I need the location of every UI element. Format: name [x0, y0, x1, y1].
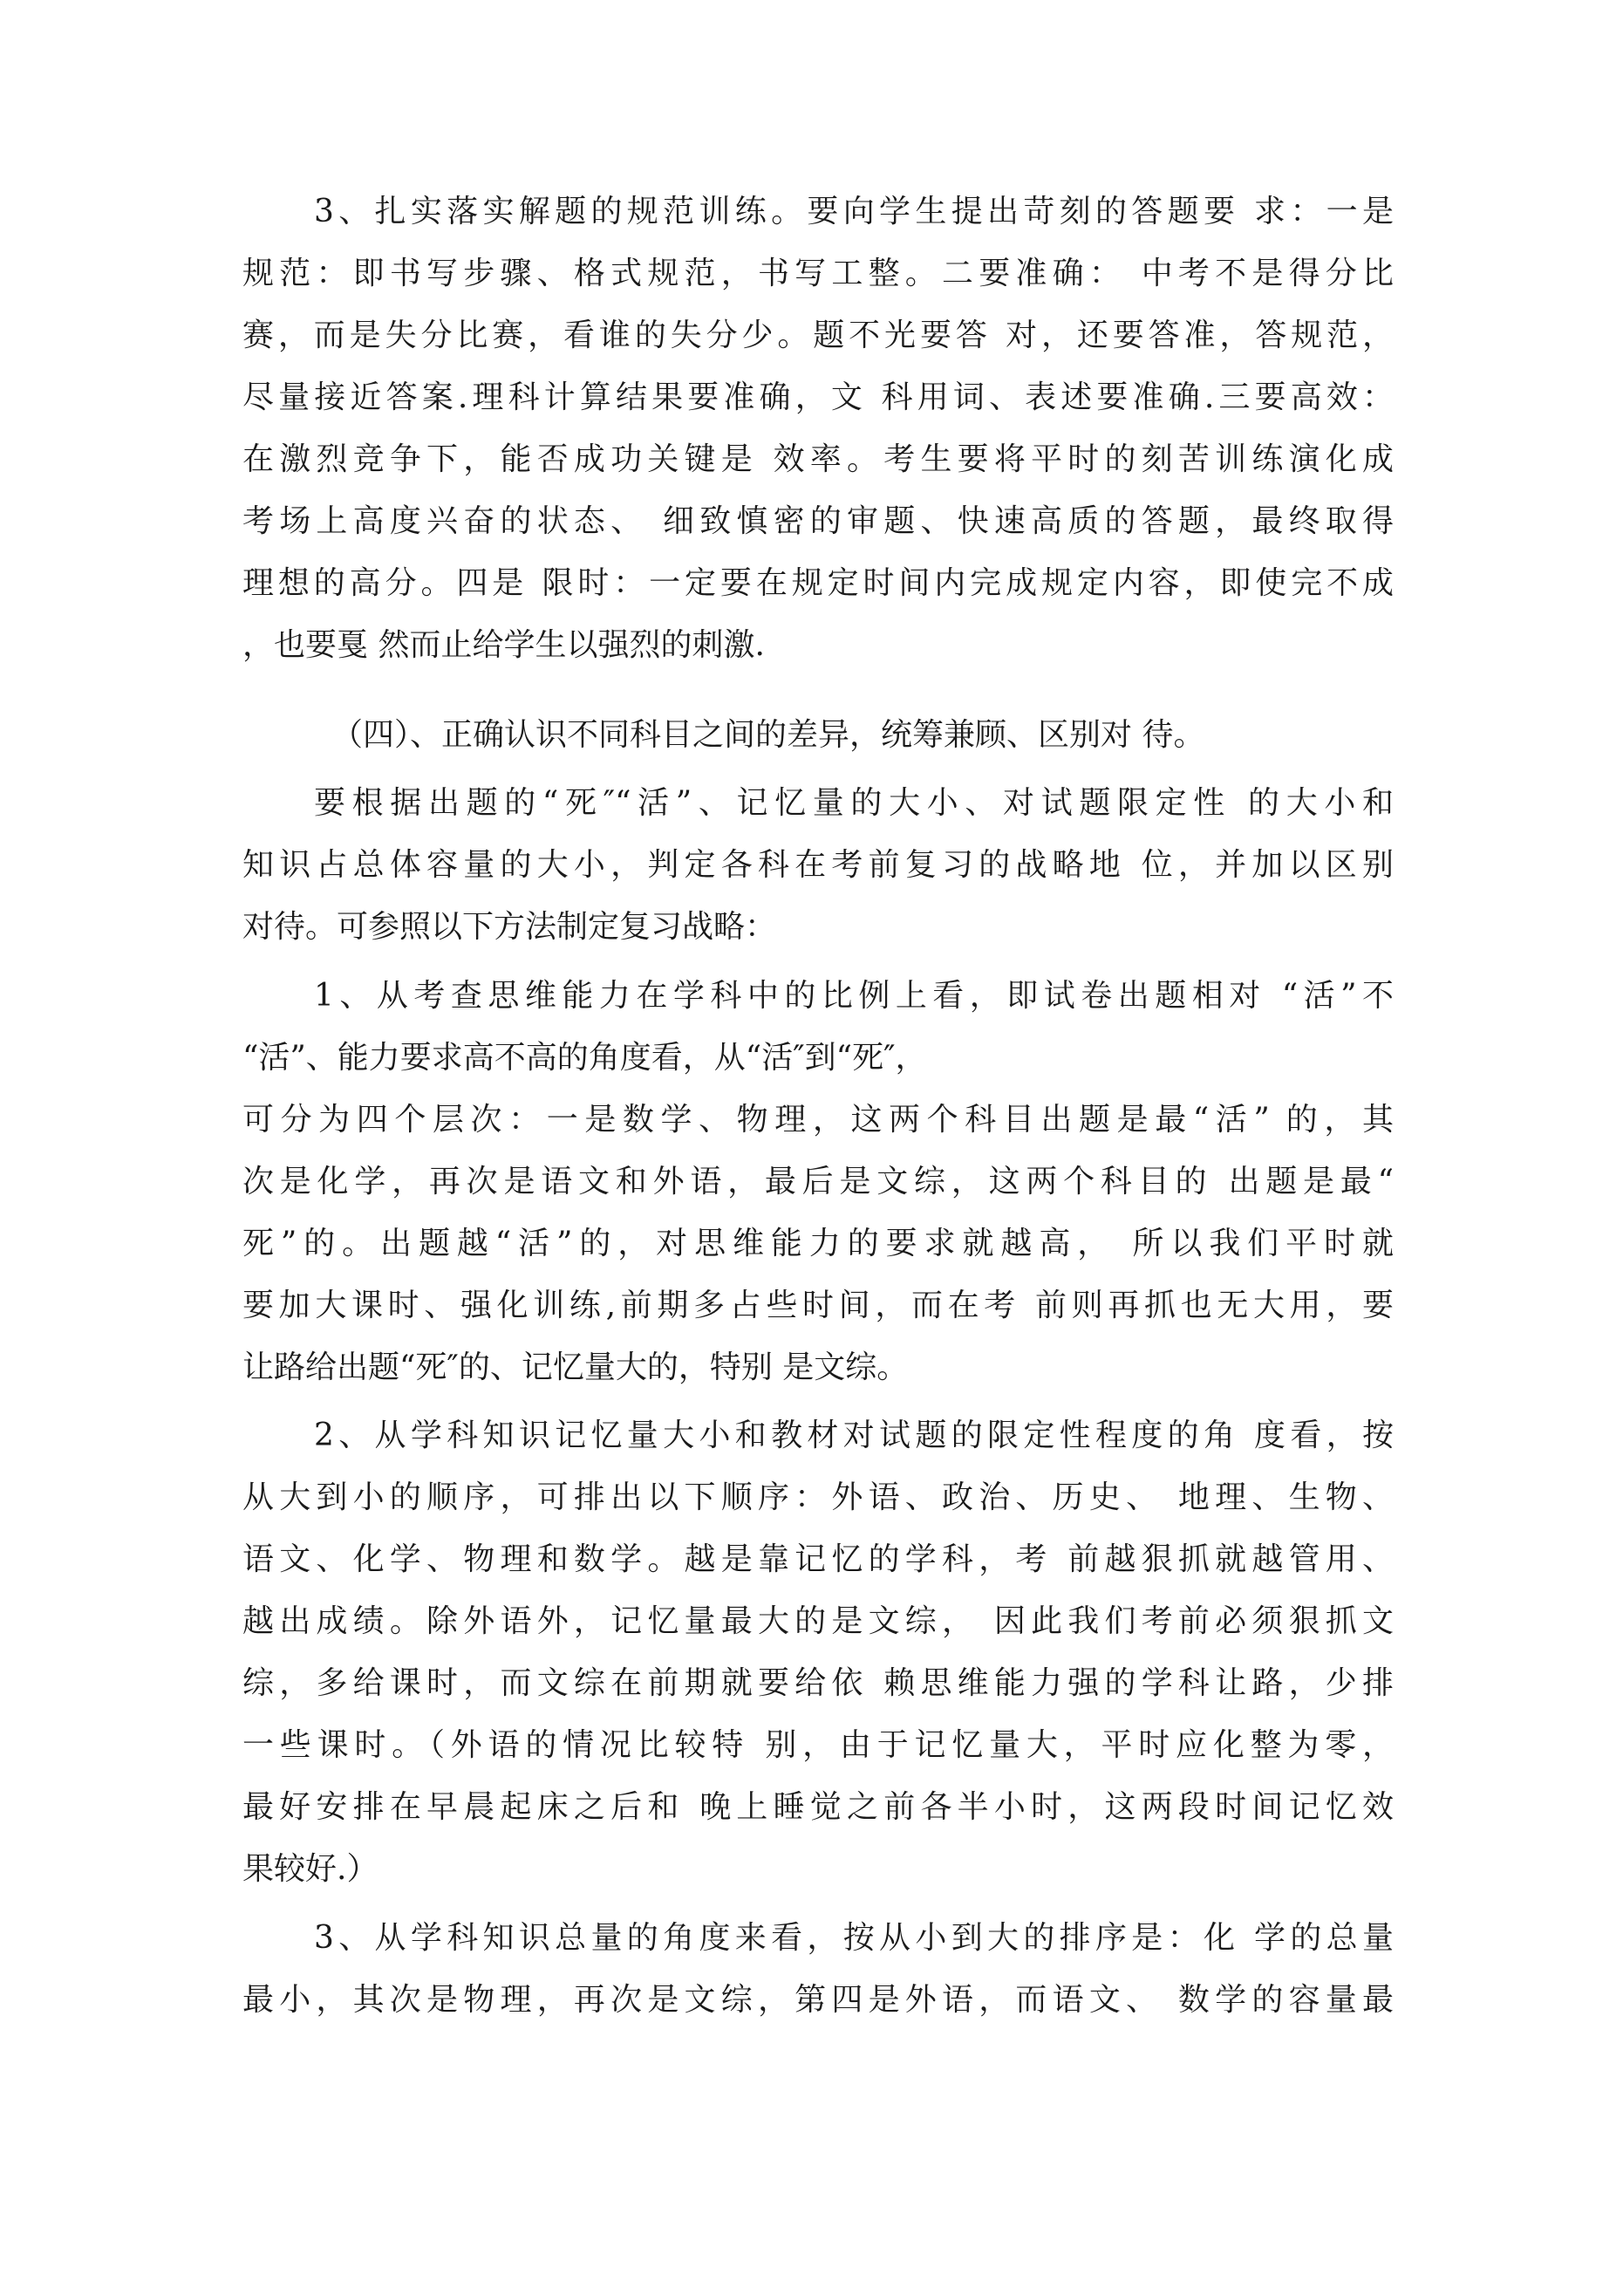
paragraph-line: 果较好.） [242, 1851, 378, 1887]
paragraph-line: 赛，而是失分比赛，看谁的失分少。题不光要答 对，还要答准，答规范， [242, 318, 1394, 353]
paragraph-line: 理想的高分。四是 限时：一定要在规定时间内完成规定内容，即使完不成 [242, 565, 1394, 601]
paragraph-line: 最好安排在早晨起床之后和 晚上睡觉之前各半小时，这两段时间记忆效 [242, 1789, 1394, 1825]
paragraph-line: 要加大课时、强化训练,前期多占些时间，而在考 前则再抓也无大用，要 [242, 1288, 1394, 1323]
paragraph-line: 考场上高度兴奋的状态、 细致慎密的审题、快速高质的答题，最终取得 [242, 503, 1394, 539]
paragraph-line: “活”、能力要求高不高的角度看，从“活″到“死″， [242, 1040, 927, 1076]
paragraph-line: 次是化学，再次是语文和外语，最后是文综，这两个科目的 出题是最“ [242, 1164, 1394, 1199]
paragraph-line: 规范：即书写步骤、格式规范，书写工整。二要准确： 中考不是得分比 [242, 256, 1394, 291]
paragraph-line: 在激烈竞争下，能否成功关键是 效率。考生要将平时的刻苦训练演化成 [242, 441, 1394, 477]
paragraph-line: ，也要戛 然而止给学生以强烈的刺激. [242, 627, 765, 663]
paragraph-line: 让路给出题“死″的、记忆量大的，特别 是文综。 [242, 1350, 909, 1385]
paragraph-line: 对待。可参照以下方法制定复习战略： [242, 909, 777, 945]
paragraph-line: 死”的。出题越“活”的，对思维能力的要求就越高， 所以我们平时就 [242, 1226, 1394, 1261]
paragraph-line: 3、从学科知识总量的角度来看，按从小到大的排序是：化 学的总量 [314, 1920, 1394, 1956]
paragraph-line: 3、扎实落实解题的规范训练。要向学生提出苛刻的答题要 求：一是 [314, 194, 1394, 229]
paragraph-line: 越出成绩。除外语外，记忆量最大的是文综， 因此我们考前必须狠抓文 [242, 1603, 1394, 1639]
paragraph-line: 一些课时。（外语的情况比较特 别，由于记忆量大，平时应化整为零， [242, 1727, 1394, 1763]
paragraph-line: 最小，其次是物理，再次是文综，第四是外语，而语文、 数学的容量最 [242, 1982, 1394, 2018]
paragraph-line: 从大到小的顺序，可排出以下顺序：外语、政治、历史、 地理、生物、 [242, 1479, 1394, 1515]
paragraph-line: 语文、化学、物理和数学。越是靠记忆的学科，考 前越狠抓就越管用、 [242, 1541, 1394, 1577]
paragraph-line: 要根据出题的“死″“活”、记忆量的大小、对试题限定性 的大小和 [314, 785, 1394, 821]
paragraph-line: 尽量接近答案.理科计算结果要准确，文 科用词、表述要准确.三要高效： [242, 379, 1394, 415]
paragraph-line: 可分为四个层次：一是数学、物理，这两个科目出题是最“活” 的，其 [242, 1102, 1394, 1138]
paragraph-line: 知识占总体容量的大小，判定各科在考前复习的战略地 位，并加以区别 [242, 847, 1394, 883]
paragraph-line: 2、从学科知识记忆量大小和教材对试题的限定性程度的角 度看，按 [314, 1418, 1394, 1453]
section-heading: （四）、正确认识不同科目之间的差异，统筹兼顾、区别对 待。 [331, 717, 1205, 753]
paragraph-line: 综，多给课时，而文综在前期就要给依 赖思维能力强的学科让路，少排 [242, 1665, 1394, 1701]
paragraph-line: 1、从考查思维能力在学科中的比例上看，即试卷出题相对 “活”不 [314, 978, 1394, 1014]
